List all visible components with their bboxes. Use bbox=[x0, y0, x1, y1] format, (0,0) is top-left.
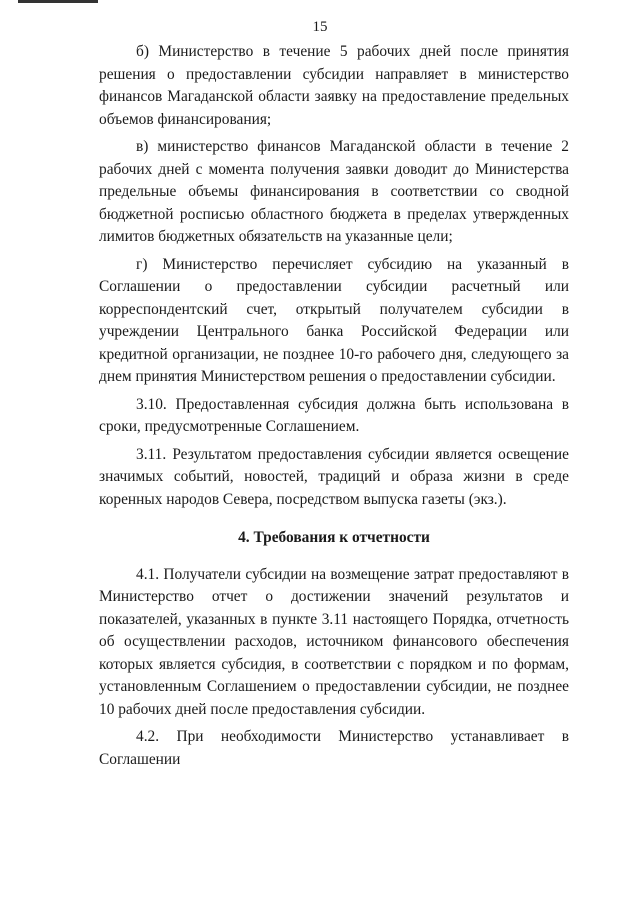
paragraph-4-2: 4.2. При необходимости Министерство устанавливает в Соглашении bbox=[99, 728, 569, 768]
page-number: 15 bbox=[312, 19, 328, 35]
paragraph-b: б) Министерство в течение 5 рабочих дней после принятия решения о предоставлении субсидии направляет в министерство финансов Магаданской области заявку на предоставление предельных объемов финансирования; bbox=[99, 43, 569, 128]
paragraph-3-10: 3.10. Предоставленная субсидия должна быть использована в сроки, предусмотренные Соглашением. bbox=[99, 395, 569, 435]
section-heading: 4. Требования к отчетности bbox=[238, 529, 430, 546]
document-body bbox=[99, 41, 569, 771]
paragraph-4-1: 4.1. Получатели субсидии на возмещение затрат предоставляют в Министерство отчет о достижении значений результатов и показателей, указанных в пункте 3.11 настоящего Порядка, отчетность об осуществлении расходов, источником финансового обеспечения которых является субсидия, в соответствии с порядком и по формам, установленным Соглашением о предоставлении субсидии, не позднее 10 рабочих дней после предоставления субсидии. bbox=[99, 565, 569, 718]
top-edge-rule bbox=[18, 0, 98, 3]
paragraph-v: в) министерство финансов Магаданской области в течение 2 рабочих дней с момента получения заявки доводит до Министерства предельные объемы финансирования в соответствии со сводной бюджетной росписью областного бюджета в пределах утвержденных лимитов бюджетных обязательств на указанные цели; bbox=[99, 138, 569, 245]
paragraph-g: г) Министерство перечисляет субсидию на указанный в Соглашении о предоставлении субсидии расчетный или корреспондентский счет, открытый получателем субсидии в учреждении Центрального банка Российской Федерации или кредитной организации, не позднее 10-го рабочего дня, следующего за днем принятия Министерством решения о предоставлении субсидии. bbox=[99, 255, 569, 385]
paragraph-3-11: 3.11. Результатом предоставления субсидии является освещение значимых событий, новостей, традиций и образа жизни в среде коренных народов Севера, посредством выпуска газеты (экз.). bbox=[99, 445, 569, 508]
